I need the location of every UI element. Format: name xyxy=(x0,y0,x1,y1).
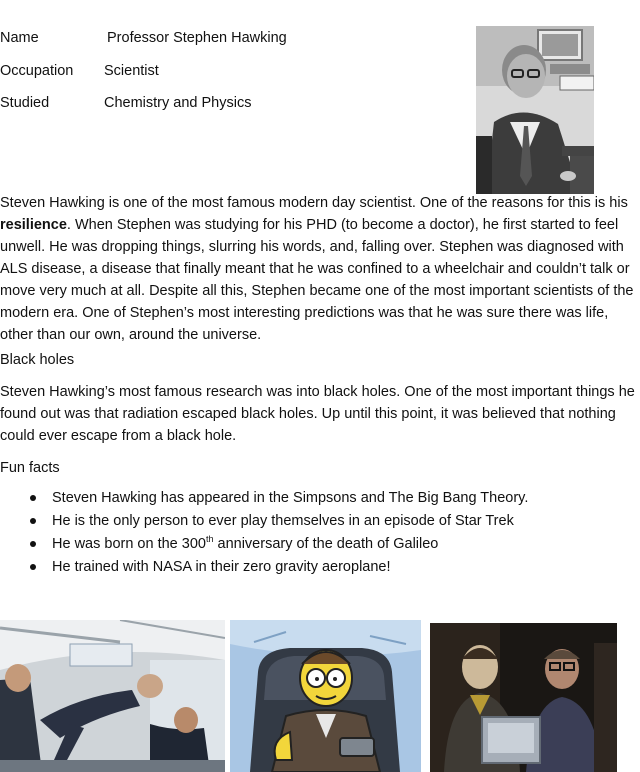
intro-paragraph xyxy=(0,192,640,346)
occupation-value: Scientist xyxy=(104,63,159,79)
occupation-label: Occupation xyxy=(0,63,74,79)
fun-fact-2: He is the only person to ever play themselves in an episode of Star Trek xyxy=(52,513,514,529)
star-trek-photo xyxy=(430,623,617,772)
fun-fact-4: He trained with NASA in their zero gravity aeroplane! xyxy=(52,559,391,575)
intro-line-7: other than our own, around the universe. xyxy=(0,327,262,343)
portrait-photo xyxy=(476,26,594,194)
fun-fact-3-sup: th xyxy=(205,534,214,545)
black-holes-line-1: Steven Hawking’s most famous research was into black holes. One of the most important things he xyxy=(0,384,635,400)
intro-line-1: Steven Hawking is one of the most famous modern day scientist. One of the reasons for this is his xyxy=(0,195,628,211)
intro-line-2 xyxy=(0,214,640,236)
name-label: Name xyxy=(0,30,39,46)
bullet-icon xyxy=(30,518,36,524)
zero-gravity-photo xyxy=(0,620,225,772)
black-holes-line-3: could ever escape from a black hole. xyxy=(0,428,237,444)
studied-value: Chemistry and Physics xyxy=(104,95,252,111)
intro-line-5: move very much at all. Despite all this, Stephen became one of the most important scientists of the xyxy=(0,283,634,299)
resilience-bold: resilience xyxy=(0,217,67,233)
bullet-icon xyxy=(30,495,36,501)
black-holes-line-2: found out was that radiation escaped black holes. Up until this point, it was believed that nothing xyxy=(0,406,616,422)
fun-fact-1: Steven Hawking has appeared in the Simpsons and The Big Bang Theory. xyxy=(52,490,529,506)
name-value: Professor Stephen Hawking xyxy=(107,30,287,46)
intro-line-4: ALS disease, a disease that finally meant that he was confined to a wheelchair and couldn’t talk or xyxy=(0,261,630,277)
fun-fact-3-post: anniversary of the death of Galileo xyxy=(213,536,439,552)
bullet-icon xyxy=(30,564,36,570)
studied-label: Studied xyxy=(0,95,50,111)
black-holes-paragraph xyxy=(0,381,640,447)
intro-line-6: modern era. One of Stephen’s most interesting predictions was that he was sure there was life, xyxy=(0,305,609,321)
fun-facts-heading: Fun facts xyxy=(0,460,60,476)
simpsons-cartoon-image xyxy=(230,620,421,772)
fun-fact-3 xyxy=(52,535,438,553)
bullet-icon xyxy=(30,541,36,547)
fun-fact-3-pre: He was born on the 300 xyxy=(52,536,206,552)
intro-line-2-rest: . When Stephen was studying for his PHD (to become a doctor), he first started to feel xyxy=(66,217,619,233)
intro-line-3: unwell. He was dropping things, slurring his words, and, falling over. Stephen was diagnosed with xyxy=(0,239,624,255)
black-holes-heading: Black holes xyxy=(0,352,75,368)
